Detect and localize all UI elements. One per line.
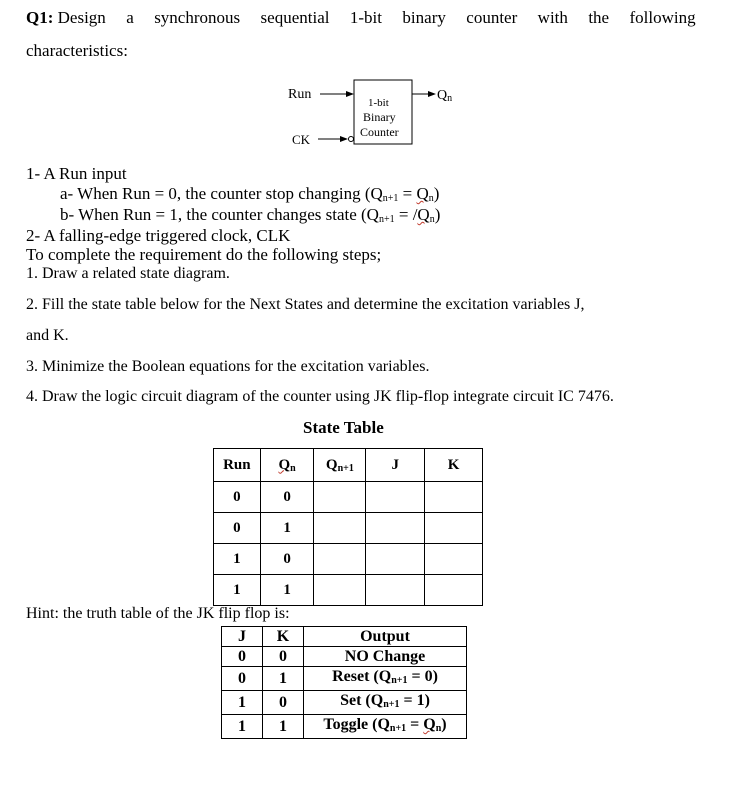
ck-inverter-bubble [349,137,354,142]
question-line-1 [26,8,696,28]
run-arrow-head [346,91,354,97]
item-run-1: b- When Run = 1, the counter changes state $(Q_{n+1} = /Q_n)$ [60,205,441,225]
cell-qn: 0 [260,482,314,513]
cell-qn: 0 [260,544,314,575]
jk-cell-k: 0 [263,691,304,715]
box-label-1: 1-bit [368,97,389,109]
question-text: Design a synchronous sequential 1-bit binary counter with the following [57,8,696,27]
step-2: 2. Fill the state table below for the Next States and determine the excitation variables J, [26,296,585,313]
cell-j[interactable] [366,544,425,575]
jk-cell-j: 1 [222,691,263,715]
jk-cell-k: 1 [263,715,304,739]
jk-header-output: Output [304,627,467,647]
jk-cell-k: 1 [263,667,304,691]
box-label-3: Counter [360,125,399,139]
item-run-input: 1- A Run input [26,164,127,183]
table-row [222,647,467,667]
header-qn1: $Q_{n+1}$ [314,449,366,482]
cell-j[interactable] [366,575,425,606]
header-k: K [425,449,483,482]
counter-block-diagram [270,78,510,158]
jk-header-k: K [263,627,304,647]
cell-k[interactable] [425,513,483,544]
header-run: Run [214,449,261,482]
state-table-title: State Table [303,418,384,437]
jk-header [222,627,467,647]
jk-cell-j: 0 [222,667,263,691]
cell-run: 0 [214,513,261,544]
cell-qn: 1 [260,575,314,606]
jk-cell-output: Reset $(Q_{n+1} = 0)$ [304,667,467,691]
q-arrow-head [428,91,436,97]
header-qn: $Q_n$ [260,449,314,482]
header-j: J [366,449,425,482]
table-row [214,482,483,513]
cell-qn: 1 [260,513,314,544]
cell-run: 1 [214,544,261,575]
question-line-2: characteristics: [26,41,128,60]
cell-run: 1 [214,575,261,606]
jk-header-j: J [222,627,263,647]
cell-qn1[interactable] [314,575,366,606]
cell-qn1[interactable] [314,513,366,544]
step-3: 3. Minimize the Boolean equations for the excitation variables. [26,358,430,375]
ck-label: CK [292,132,311,147]
cell-j[interactable] [366,513,425,544]
run-label: Run [288,87,312,102]
jk-cell-j: 0 [222,647,263,667]
jk-cell-output: NO Change [304,647,467,667]
step-2-continued: and K. [26,327,69,344]
output-label: Qn [437,88,453,104]
jk-cell-k: 0 [263,647,304,667]
cell-qn1[interactable] [314,544,366,575]
cell-k[interactable] [425,544,483,575]
box-label-2: Binary [363,110,396,124]
jk-cell-j: 1 [222,715,263,739]
table-row [222,667,467,691]
jk-truth-table [221,626,467,739]
table-row [214,544,483,575]
table-row [222,715,467,739]
cell-run: 0 [214,482,261,513]
ck-arrow-head [340,136,348,142]
table-row [214,575,483,606]
table-row [214,513,483,544]
state-table-header [214,449,483,482]
cell-j[interactable] [366,482,425,513]
cell-k[interactable] [425,575,483,606]
jk-cell-output: Set $(Q_{n+1} = 1)$ [304,691,467,715]
table-row [222,691,467,715]
hint-text: Hint: the truth table of the JK flip flop is: [26,605,290,622]
item-run-0: a- When Run = 0, the counter stop changing $(Q_{n+1} = Q_n)$ [60,184,440,204]
state-table [213,448,483,606]
cell-k[interactable] [425,482,483,513]
jk-cell-output: Toggle $(Q_{n+1} = Q_n)$ [304,715,467,739]
cell-qn1[interactable] [314,482,366,513]
complete-instruction: To complete the requirement do the following steps; [26,245,382,264]
question-label: Q1: [26,8,54,27]
item-clock: 2- A falling-edge triggered clock, CLK [26,226,291,245]
step-4: 4. Draw the logic circuit diagram of the counter using JK flip-flop integrate circuit IC 7476. [26,388,614,405]
step-1: 1. Draw a related state diagram. [26,265,230,282]
